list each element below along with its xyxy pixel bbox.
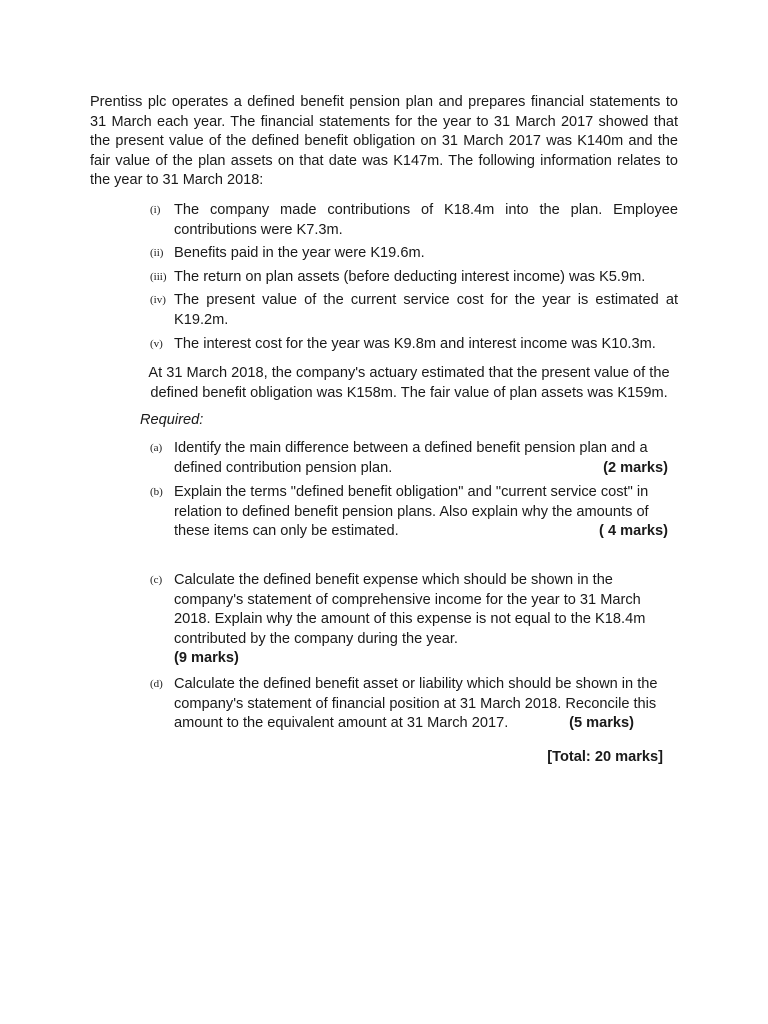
list-item	[150, 291, 678, 330]
question-marker: (d)	[150, 678, 163, 690]
question-a	[150, 439, 668, 478]
list-marker: (v)	[150, 337, 163, 350]
question-marks: (5 marks)	[569, 715, 634, 732]
list-item	[150, 335, 678, 355]
question-marks: (9 marks)	[174, 650, 239, 667]
list-item-text: The interest cost for the year was K9.8m and interest income was K10.3m.	[174, 335, 656, 352]
question-text: Calculate the defined benefit asset or liability which should be shown in the company's statement of financial position at 31 March 2018. Reconcile this amount to the equivalent amount at 31 March 2017.	[174, 676, 658, 732]
list-item-text: Benefits paid in the year were K19.6m.	[174, 245, 425, 262]
intro-paragraph: Prentiss plc operates a defined benefit pension plan and prepares financial statements to 31 March each year. The financial statements for the year to 31 March 2017 showed that the present value of the defined benefit obligation on 31 March 2017 was K140m and the fair value of the plan assets on that date was K147m. The following information relates to the year to 31 March 2018:	[90, 94, 678, 189]
list-item	[150, 244, 678, 264]
list-item-text: The company made contributions of K18.4m into the plan. Employee contributions were K7.3m.	[174, 202, 678, 238]
question-text: Explain the terms "defined benefit obligation" and "current service cost" in relation to defined benefit pension plans. Also explain why the amounts of these items can only be estimated.	[174, 484, 649, 540]
list-item-text: The present value of the current service cost for the year is estimated at K19.2m.	[174, 292, 678, 328]
info-list	[150, 201, 678, 358]
actuary-paragraph: At 31 March 2018, the company's actuary estimated that the present value of the defined benefit obligation was K158m. The fair value of plan assets was K159m.	[148, 365, 670, 401]
question-c	[150, 571, 668, 669]
question-b-block	[150, 483, 668, 542]
list-marker: (iv)	[150, 294, 166, 307]
question-text: Identify the main difference between a defined benefit pension plan and a defined contribution pension plan.	[174, 440, 648, 476]
question-text: Calculate the defined benefit expense which should be shown in the company's statement of comprehensive income for the year to 31 March 2018. Explain why the amount of this expense is not equal to the K18.4m contributed by the company during the year.	[174, 572, 646, 647]
list-marker: (iii)	[150, 270, 167, 283]
question-c-block	[150, 571, 668, 669]
list-item-text: The return on plan assets (before deducting interest income) was K5.9m.	[174, 268, 646, 285]
question-marker: (b)	[150, 486, 163, 498]
question-marker: (a)	[150, 442, 163, 454]
question-marker: (c)	[150, 574, 163, 586]
question-d-block	[150, 675, 668, 734]
question-marks: (2 marks)	[603, 459, 668, 476]
question-d	[150, 675, 668, 734]
list-item	[150, 268, 678, 288]
question-marks: ( 4 marks)	[599, 523, 668, 540]
list-marker: (ii)	[150, 247, 164, 260]
list-item	[150, 201, 678, 240]
question-b	[150, 483, 668, 542]
total-marks: [Total: 20 marks]	[547, 749, 663, 765]
list-marker: (i)	[150, 204, 161, 216]
required-label: Required:	[140, 412, 204, 428]
question-a-block	[150, 439, 668, 478]
